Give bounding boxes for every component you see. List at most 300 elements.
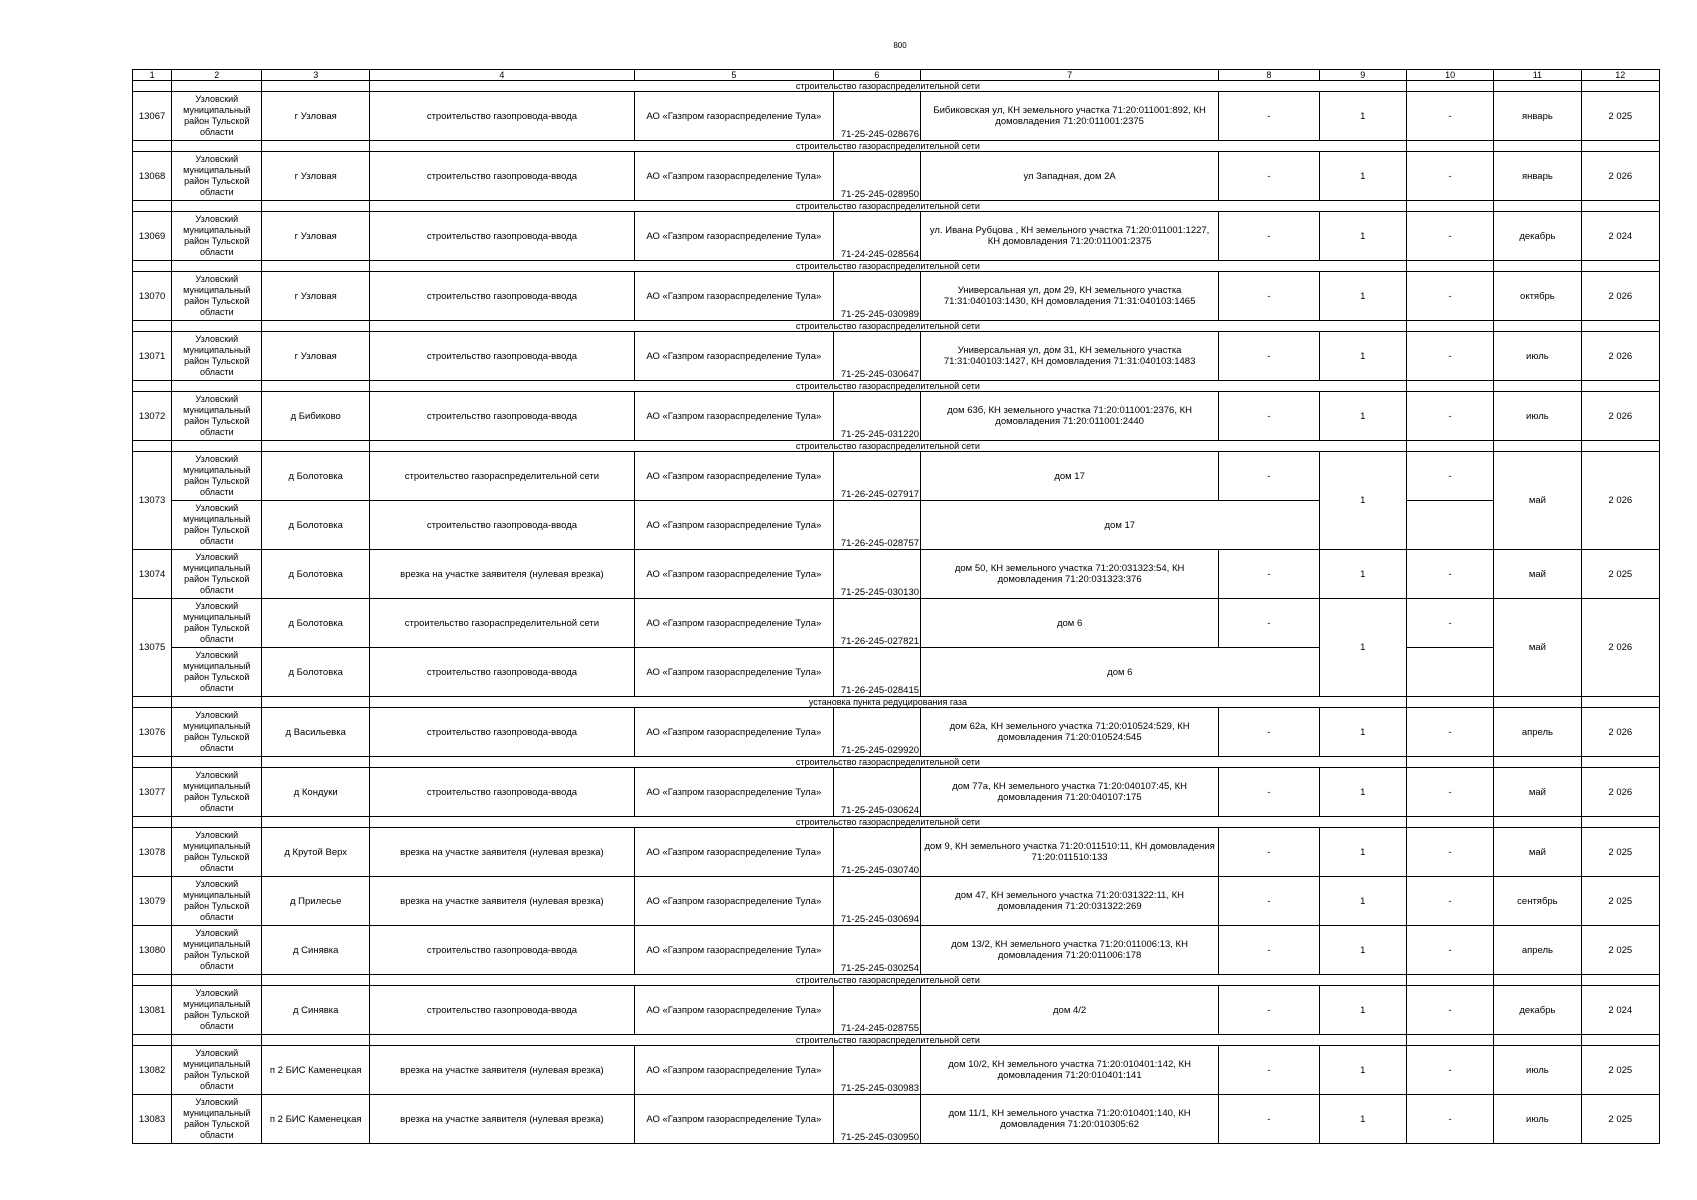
- address-cell: дом 63б, КН земельного участка 71:20:011001:2376, КН домовладения 71:20:011001:2440: [921, 392, 1219, 441]
- table-row: [133, 550, 1660, 599]
- table-row: [133, 648, 1660, 697]
- section-separator-row: [133, 1035, 1660, 1046]
- separator-cell: [133, 261, 172, 272]
- work-type-cell: строительство газопровода-ввода: [369, 926, 634, 975]
- col10-cell: -: [1406, 828, 1493, 877]
- organization-cell: АО «Газпром газораспределение Тула»: [634, 392, 833, 441]
- col9-cell: 1: [1319, 599, 1406, 697]
- col9-cell: 1: [1319, 92, 1406, 141]
- separator-cell: [1581, 1035, 1659, 1046]
- district-cell: Узловский муниципальный район Тульской области: [172, 986, 262, 1035]
- section-separator-row: [133, 975, 1660, 986]
- column-header: 6: [833, 70, 920, 81]
- organization-cell: АО «Газпром газораспределение Тула»: [634, 152, 833, 201]
- col9-cell: 1: [1319, 152, 1406, 201]
- year-cell: 2 026: [1581, 599, 1659, 697]
- organization-cell: АО «Газпром газораспределение Тула»: [634, 648, 833, 697]
- locality-cell: д Болотовка: [262, 648, 369, 697]
- page-number: 800: [893, 41, 907, 50]
- col8-cell: -: [1219, 550, 1319, 599]
- year-cell: 2 026: [1581, 768, 1659, 817]
- col8-cell: -: [1219, 92, 1319, 141]
- section-separator-row: [133, 441, 1660, 452]
- application-code-cell: 71-25-245-030254: [833, 926, 920, 975]
- table-row: [133, 1046, 1660, 1095]
- work-type-cell: врезка на участке заявителя (нулевая врезка): [369, 877, 634, 926]
- row-number: 13080: [133, 926, 172, 975]
- district-cell: Узловский муниципальный район Тульской области: [172, 392, 262, 441]
- table-row: [133, 708, 1660, 757]
- row-number: 13082: [133, 1046, 172, 1095]
- district-cell: Узловский муниципальный район Тульской области: [172, 648, 262, 697]
- application-code-cell: 71-25-245-030983: [833, 1046, 920, 1095]
- col10-cell: -: [1406, 1046, 1493, 1095]
- separator-cell: [1406, 201, 1493, 212]
- work-type-cell: строительство газопровода-ввода: [369, 392, 634, 441]
- work-type-cell: строительство газораспределительной сети: [369, 452, 634, 501]
- application-code-cell: 71-25-245-030694: [833, 877, 920, 926]
- col10-cell: -: [1406, 708, 1493, 757]
- separator-cell: [1406, 975, 1493, 986]
- col10-cell: -: [1406, 877, 1493, 926]
- section-separator-row: [133, 817, 1660, 828]
- col9-cell: 1: [1319, 392, 1406, 441]
- application-code-cell: 71-25-245-030740: [833, 828, 920, 877]
- table-row: [133, 926, 1660, 975]
- locality-cell: д Болотовка: [262, 550, 369, 599]
- year-cell: 2 025: [1581, 877, 1659, 926]
- work-type-cell: строительство газопровода-ввода: [369, 212, 634, 261]
- district-cell: Узловский муниципальный район Тульской области: [172, 501, 262, 550]
- col8-cell: -: [1219, 1046, 1319, 1095]
- separator-cell: [172, 261, 262, 272]
- row-number: 13069: [133, 212, 172, 261]
- work-type-cell: строительство газопровода-ввода: [369, 332, 634, 381]
- address-cell: дом 77а, КН земельного участка 71:20:040107:45, КН домовладения 71:20:040107:175: [921, 768, 1219, 817]
- col8-cell: -: [1219, 332, 1319, 381]
- locality-cell: д Болотовка: [262, 599, 369, 648]
- application-code-cell: 71-25-245-030130: [833, 550, 920, 599]
- separator-cell: [172, 321, 262, 332]
- address-cell: дом 13/2, КН земельного участка 71:20:011006:13, КН домовладения 71:20:011006:178: [921, 926, 1219, 975]
- row-number: 13081: [133, 986, 172, 1035]
- separator-cell: [1581, 441, 1659, 452]
- separator-cell: [1581, 261, 1659, 272]
- column-header: 1: [133, 70, 172, 81]
- application-code-cell: 71-25-245-030989: [833, 272, 920, 321]
- application-code-cell: 71-25-245-030647: [833, 332, 920, 381]
- col8-cell: -: [1219, 452, 1319, 501]
- row-number: 13067: [133, 92, 172, 141]
- table-row: [133, 986, 1660, 1035]
- month-cell: июль: [1494, 1046, 1581, 1095]
- work-type-cell: врезка на участке заявителя (нулевая врезка): [369, 828, 634, 877]
- row-number: 13072: [133, 392, 172, 441]
- organization-cell: АО «Газпром газораспределение Тула»: [634, 986, 833, 1035]
- col10-cell: -: [1406, 768, 1493, 817]
- section-separator-row: [133, 381, 1660, 392]
- district-cell: Узловский муниципальный район Тульской области: [172, 708, 262, 757]
- address-cell: дом 17: [921, 501, 1320, 550]
- locality-cell: д Болотовка: [262, 501, 369, 550]
- separator-cell: [1494, 441, 1581, 452]
- work-type-cell: строительство газопровода-ввода: [369, 986, 634, 1035]
- col9-cell: 1: [1319, 1095, 1406, 1144]
- organization-cell: АО «Газпром газораспределение Тула»: [634, 501, 833, 550]
- district-cell: Узловский муниципальный район Тульской области: [172, 599, 262, 648]
- row-number: 13078: [133, 828, 172, 877]
- separator-label: строительство газораспределительной сети: [369, 81, 1406, 92]
- separator-cell: [262, 201, 369, 212]
- address-cell: Бибиковская ул, КН земельного участка 71:20:011001:892, КН домовладения 71:20:011001:2375: [921, 92, 1219, 141]
- year-cell: 2 025: [1581, 550, 1659, 599]
- organization-cell: АО «Газпром газораспределение Тула»: [634, 1046, 833, 1095]
- col9-cell: 1: [1319, 212, 1406, 261]
- col9-cell: 1: [1319, 452, 1406, 550]
- month-cell: сентябрь: [1494, 877, 1581, 926]
- locality-cell: г Узловая: [262, 272, 369, 321]
- column-header: 3: [262, 70, 369, 81]
- section-separator-row: [133, 201, 1660, 212]
- separator-label: строительство газораспределительной сети: [369, 441, 1406, 452]
- separator-label: строительство газораспределительной сети: [369, 321, 1406, 332]
- row-number: 13074: [133, 550, 172, 599]
- month-cell: апрель: [1494, 708, 1581, 757]
- row-number: 13076: [133, 708, 172, 757]
- col9-cell: 1: [1319, 1046, 1406, 1095]
- separator-cell: [1406, 817, 1493, 828]
- separator-cell: [133, 381, 172, 392]
- separator-cell: [262, 697, 369, 708]
- locality-cell: д Синявка: [262, 926, 369, 975]
- address-cell: Универсальная ул, дом 29, КН земельного участка 71:31:040103:1430, КН домовладения 71:31:040103:1465: [921, 272, 1219, 321]
- year-cell: 2 024: [1581, 212, 1659, 261]
- table-row: [133, 599, 1660, 648]
- locality-cell: д Крутой Верх: [262, 828, 369, 877]
- work-type-cell: строительство газопровода-ввода: [369, 708, 634, 757]
- col8-cell: -: [1219, 599, 1319, 648]
- table-row: [133, 828, 1660, 877]
- work-type-cell: врезка на участке заявителя (нулевая врезка): [369, 1046, 634, 1095]
- column-header: 12: [1581, 70, 1659, 81]
- separator-cell: [172, 975, 262, 986]
- separator-cell: [172, 381, 262, 392]
- organization-cell: АО «Газпром газораспределение Тула»: [634, 92, 833, 141]
- address-cell: дом 9, КН земельного участка 71:20:011510:11, КН домовладения 71:20:011510:133: [921, 828, 1219, 877]
- col9-cell: 1: [1319, 986, 1406, 1035]
- data-table: [132, 69, 1660, 1144]
- separator-cell: [1494, 141, 1581, 152]
- month-cell: май: [1494, 828, 1581, 877]
- separator-cell: [262, 81, 369, 92]
- column-header: 7: [921, 70, 1219, 81]
- separator-cell: [172, 697, 262, 708]
- separator-cell: [172, 1035, 262, 1046]
- col10-cell: -: [1406, 550, 1493, 599]
- month-cell: декабрь: [1494, 986, 1581, 1035]
- address-cell: дом 62а, КН земельного участка 71:20:010524:529, КН домовладения 71:20:010524:545: [921, 708, 1219, 757]
- separator-cell: [172, 441, 262, 452]
- separator-cell: [262, 757, 369, 768]
- work-type-cell: врезка на участке заявителя (нулевая врезка): [369, 1095, 634, 1144]
- separator-cell: [1406, 261, 1493, 272]
- address-cell: дом 6: [921, 599, 1219, 648]
- locality-cell: д Синявка: [262, 986, 369, 1035]
- section-separator-row: [133, 141, 1660, 152]
- year-cell: 2 026: [1581, 392, 1659, 441]
- separator-label: строительство газораспределительной сети: [369, 975, 1406, 986]
- table-row: [133, 501, 1660, 550]
- separator-cell: [262, 1035, 369, 1046]
- application-code-cell: 71-25-245-028950: [833, 152, 920, 201]
- separator-cell: [1581, 81, 1659, 92]
- separator-cell: [1494, 975, 1581, 986]
- separator-cell: [133, 81, 172, 92]
- col8-cell: -: [1219, 828, 1319, 877]
- separator-cell: [262, 441, 369, 452]
- col9-cell: 1: [1319, 877, 1406, 926]
- organization-cell: АО «Газпром газораспределение Тула»: [634, 877, 833, 926]
- address-cell: дом 50, КН земельного участка 71:20:031323:54, КН домовладения 71:20:031323:376: [921, 550, 1219, 599]
- col8-cell: -: [1219, 986, 1319, 1035]
- year-cell: 2 026: [1581, 152, 1659, 201]
- table-row: [133, 452, 1660, 501]
- col8-cell: -: [1219, 708, 1319, 757]
- organization-cell: АО «Газпром газораспределение Тула»: [634, 599, 833, 648]
- header-row: [133, 70, 1660, 81]
- separator-cell: [1494, 261, 1581, 272]
- organization-cell: АО «Газпром газораспределение Тула»: [634, 768, 833, 817]
- year-cell: 2 025: [1581, 1095, 1659, 1144]
- separator-cell: [172, 817, 262, 828]
- separator-label: строительство газораспределительной сети: [369, 261, 1406, 272]
- col10-cell: -: [1406, 92, 1493, 141]
- row-number: 13077: [133, 768, 172, 817]
- district-cell: Узловский муниципальный район Тульской области: [172, 152, 262, 201]
- locality-cell: г Узловая: [262, 212, 369, 261]
- separator-cell: [172, 757, 262, 768]
- month-cell: январь: [1494, 152, 1581, 201]
- year-cell: 2 025: [1581, 1046, 1659, 1095]
- col8-cell: -: [1219, 926, 1319, 975]
- month-cell: май: [1494, 550, 1581, 599]
- organization-cell: АО «Газпром газораспределение Тула»: [634, 272, 833, 321]
- address-cell: дом 4/2: [921, 986, 1219, 1035]
- table-row: [133, 92, 1660, 141]
- separator-cell: [1581, 975, 1659, 986]
- col10-cell: -: [1406, 272, 1493, 321]
- district-cell: Узловский муниципальный район Тульской области: [172, 452, 262, 501]
- column-header: 5: [634, 70, 833, 81]
- work-type-cell: строительство газопровода-ввода: [369, 152, 634, 201]
- col8-cell: -: [1219, 768, 1319, 817]
- address-cell: дом 10/2, КН земельного участка 71:20:010401:142, КН домовладения 71:20:010401:141: [921, 1046, 1219, 1095]
- district-cell: Узловский муниципальный район Тульской области: [172, 828, 262, 877]
- table-row: [133, 272, 1660, 321]
- year-cell: 2 026: [1581, 708, 1659, 757]
- table-row: [133, 768, 1660, 817]
- separator-cell: [133, 1035, 172, 1046]
- application-code-cell: 71-25-245-029920: [833, 708, 920, 757]
- separator-cell: [262, 141, 369, 152]
- separator-cell: [1406, 141, 1493, 152]
- address-cell: дом 47, КН земельного участка 71:20:031322:11, КН домовладения 71:20:031322:269: [921, 877, 1219, 926]
- application-code-cell: 71-25-245-030950: [833, 1095, 920, 1144]
- address-cell: Универсальная ул, дом 31, КН земельного участка 71:31:040103:1427, КН домовладения 71:31:040103:1483: [921, 332, 1219, 381]
- col8-cell: -: [1219, 152, 1319, 201]
- address-cell: дом 17: [921, 452, 1219, 501]
- table-row: [133, 1095, 1660, 1144]
- separator-cell: [1494, 697, 1581, 708]
- separator-cell: [1581, 817, 1659, 828]
- address-cell: дом 11/1, КН земельного участка 71:20:010401:140, КН домовладения 71:20:010305:62: [921, 1095, 1219, 1144]
- column-header: 10: [1406, 70, 1493, 81]
- month-cell: май: [1494, 599, 1581, 697]
- locality-cell: д Болотовка: [262, 452, 369, 501]
- col8-cell: -: [1219, 272, 1319, 321]
- district-cell: Узловский муниципальный район Тульской области: [172, 1095, 262, 1144]
- year-cell: 2 024: [1581, 986, 1659, 1035]
- year-cell: 2 025: [1581, 926, 1659, 975]
- locality-cell: д Васильевка: [262, 708, 369, 757]
- separator-cell: [133, 757, 172, 768]
- separator-cell: [172, 201, 262, 212]
- separator-cell: [1406, 1035, 1493, 1046]
- table-row: [133, 392, 1660, 441]
- col9-cell: 1: [1319, 828, 1406, 877]
- separator-cell: [1406, 321, 1493, 332]
- separator-cell: [1581, 697, 1659, 708]
- separator-cell: [262, 321, 369, 332]
- organization-cell: АО «Газпром газораспределение Тула»: [634, 708, 833, 757]
- separator-label: строительство газораспределительной сети: [369, 1035, 1406, 1046]
- separator-label: строительство газораспределительной сети: [369, 757, 1406, 768]
- table-row: [133, 332, 1660, 381]
- application-code-cell: 71-25-245-030624: [833, 768, 920, 817]
- month-cell: май: [1494, 768, 1581, 817]
- separator-cell: [1581, 141, 1659, 152]
- locality-cell: п 2 БИС Каменецкая: [262, 1046, 369, 1095]
- separator-cell: [1494, 1035, 1581, 1046]
- organization-cell: АО «Газпром газораспределение Тула»: [634, 1095, 833, 1144]
- month-cell: июль: [1494, 392, 1581, 441]
- section-separator-row: [133, 261, 1660, 272]
- month-cell: апрель: [1494, 926, 1581, 975]
- district-cell: Узловский муниципальный район Тульской области: [172, 768, 262, 817]
- separator-cell: [1406, 441, 1493, 452]
- work-type-cell: строительство газопровода-ввода: [369, 648, 634, 697]
- month-cell: июль: [1494, 1095, 1581, 1144]
- row-number: 13079: [133, 877, 172, 926]
- separator-cell: [262, 975, 369, 986]
- separator-cell: [133, 441, 172, 452]
- district-cell: Узловский муниципальный район Тульской области: [172, 92, 262, 141]
- col8-cell: -: [1219, 212, 1319, 261]
- section-separator-row: [133, 81, 1660, 92]
- separator-cell: [133, 201, 172, 212]
- col9-cell: 1: [1319, 272, 1406, 321]
- locality-cell: д Кондуки: [262, 768, 369, 817]
- separator-cell: [1494, 321, 1581, 332]
- address-cell: ул Западная, дом 2А: [921, 152, 1219, 201]
- district-cell: Узловский муниципальный район Тульской области: [172, 272, 262, 321]
- organization-cell: АО «Газпром газораспределение Тула»: [634, 332, 833, 381]
- district-cell: Узловский муниципальный район Тульской области: [172, 1046, 262, 1095]
- col9-cell: 1: [1319, 550, 1406, 599]
- separator-cell: [1494, 81, 1581, 92]
- address-cell: дом 6: [921, 648, 1320, 697]
- separator-label: строительство газораспределительной сети: [369, 817, 1406, 828]
- separator-cell: [133, 975, 172, 986]
- col8-cell: -: [1219, 392, 1319, 441]
- col10-cell: -: [1406, 332, 1493, 381]
- work-type-cell: врезка на участке заявителя (нулевая врезка): [369, 550, 634, 599]
- separator-cell: [1494, 381, 1581, 392]
- work-type-cell: строительство газораспределительной сети: [369, 599, 634, 648]
- row-number: 13075: [133, 599, 172, 697]
- application-code-cell: 71-24-245-028755: [833, 986, 920, 1035]
- column-header: 11: [1494, 70, 1581, 81]
- month-cell: январь: [1494, 92, 1581, 141]
- col10-cell: -: [1406, 452, 1493, 501]
- separator-cell: [1581, 381, 1659, 392]
- col9-cell: 1: [1319, 708, 1406, 757]
- row-number: 13070: [133, 272, 172, 321]
- application-code-cell: 71-26-245-028757: [833, 501, 920, 550]
- row-number: 13083: [133, 1095, 172, 1144]
- work-type-cell: строительство газопровода-ввода: [369, 501, 634, 550]
- district-cell: Узловский муниципальный район Тульской области: [172, 550, 262, 599]
- application-code-cell: 71-26-245-027917: [833, 452, 920, 501]
- row-number: 13068: [133, 152, 172, 201]
- organization-cell: АО «Газпром газораспределение Тула»: [634, 550, 833, 599]
- col10-cell: -: [1406, 152, 1493, 201]
- month-cell: октябрь: [1494, 272, 1581, 321]
- separator-cell: [1494, 757, 1581, 768]
- separator-cell: [1406, 697, 1493, 708]
- separator-label: строительство газораспределительной сети: [369, 201, 1406, 212]
- locality-cell: д Прилесье: [262, 877, 369, 926]
- month-cell: декабрь: [1494, 212, 1581, 261]
- organization-cell: АО «Газпром газораспределение Тула»: [634, 452, 833, 501]
- row-number: 13073: [133, 452, 172, 550]
- locality-cell: п 2 БИС Каменецкая: [262, 1095, 369, 1144]
- month-cell: май: [1494, 452, 1581, 550]
- separator-cell: [262, 261, 369, 272]
- separator-label: строительство газораспределительной сети: [369, 381, 1406, 392]
- separator-cell: [133, 141, 172, 152]
- separator-cell: [172, 141, 262, 152]
- address-cell: ул. Ивана Рубцова , КН земельного участка 71:20:011001:1227, КН домовладения 71:20:011001:2375: [921, 212, 1219, 261]
- year-cell: 2 025: [1581, 828, 1659, 877]
- col10-cell: -: [1406, 392, 1493, 441]
- col10-cell: -: [1406, 986, 1493, 1035]
- organization-cell: АО «Газпром газораспределение Тула»: [634, 212, 833, 261]
- separator-cell: [1406, 81, 1493, 92]
- separator-cell: [133, 321, 172, 332]
- separator-label: строительство газораспределительной сети: [369, 141, 1406, 152]
- table-row: [133, 212, 1660, 261]
- district-cell: Узловский муниципальный район Тульской области: [172, 877, 262, 926]
- district-cell: Узловский муниципальный район Тульской области: [172, 332, 262, 381]
- district-cell: Узловский муниципальный район Тульской области: [172, 212, 262, 261]
- year-cell: 2 026: [1581, 332, 1659, 381]
- table-row: [133, 877, 1660, 926]
- application-code-cell: 71-25-245-031220: [833, 392, 920, 441]
- separator-cell: [262, 817, 369, 828]
- section-separator-row: [133, 757, 1660, 768]
- separator-cell: [1581, 757, 1659, 768]
